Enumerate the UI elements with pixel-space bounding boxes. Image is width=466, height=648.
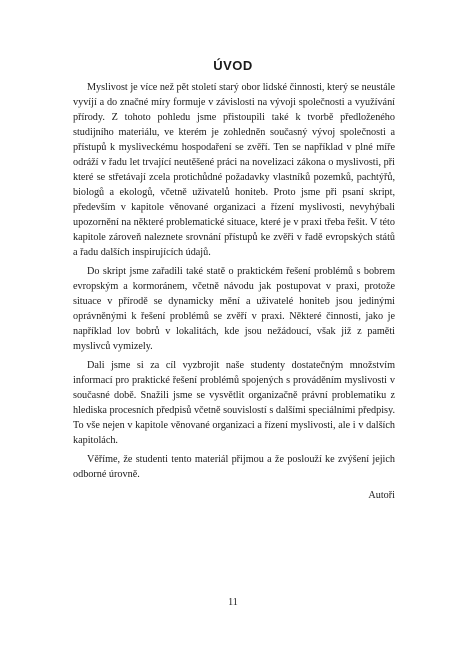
paragraph-practical-problems: Do skript jsme zařadili také statě o praktickém řešení problémů s bobrem evropským a kormoránem, včetně návodu jak postupovat v praxi, protože situace v přírodě se dynamicky mění a uživatelé honiteb jsou jedinými oprávněnými k řešení problémů se zvěří v praxi. Některé činnosti, jako je například lov bobrů v lokalitách, kde jsou nežádoucí, však již z paměti myslivců vymizely. [73, 266, 395, 352]
paragraph-closing: Věříme, že studenti tento materiál přijmou a že poslouží ke zvýšení jejich odborné úrovně. [73, 454, 395, 480]
page-title: ÚVOD [213, 58, 253, 73]
paragraph-goals: Dali jsme si za cíl vyzbrojit naše studenty dostatečným množstvím informací pro praktické řešení problémů spojených s prováděním myslivosti v současné době. Snažili jsme se vysvětlit organizačně právní problematiku z hlediska procesních předpisů včetně souvislostí s dalšími speciálními předpisy. To vše nejen v kapitole věnované organizaci a řízení myslivosti, ale i v dalších kapitolách. [73, 360, 395, 446]
body-text [73, 80, 395, 503]
page-number: 11 [228, 597, 238, 608]
signature-authors: Autoři [368, 490, 395, 501]
paragraph-intro: Myslivost je více než pět století starý obor lidské činnosti, který se neustále vyvíjí a do značné míry formuje v závislosti na vývoji společnosti a využívání přírody. Z tohoto pohledu jsme přistoupili také k tvorbě předloženého studijního materiálu, ve kterém je zohledněn současný vývoj společnosti a přístupů k mysliveckému hospodaření se zvěří. Ten se například v plné míře odráží v řadu let trvající neutěšené práci na novelizaci zákona o myslivosti, při které se střetávají zcela protichůdné požadavky vlastníků pozemků, pachtýřů, biologů a ekologů, včetně uživatelů honiteb. Proto jsme při psaní skript, především v kapitole věnované organizaci a řízení myslivosti, nevyhýbali upozornění na některé problematické situace, které je v praxi třeba řešit. V této kapitole zároveň naleznete srovnání přístupů ke zvěři v řadě evropských států a řadu dalších inspirujících údajů. [73, 82, 395, 258]
